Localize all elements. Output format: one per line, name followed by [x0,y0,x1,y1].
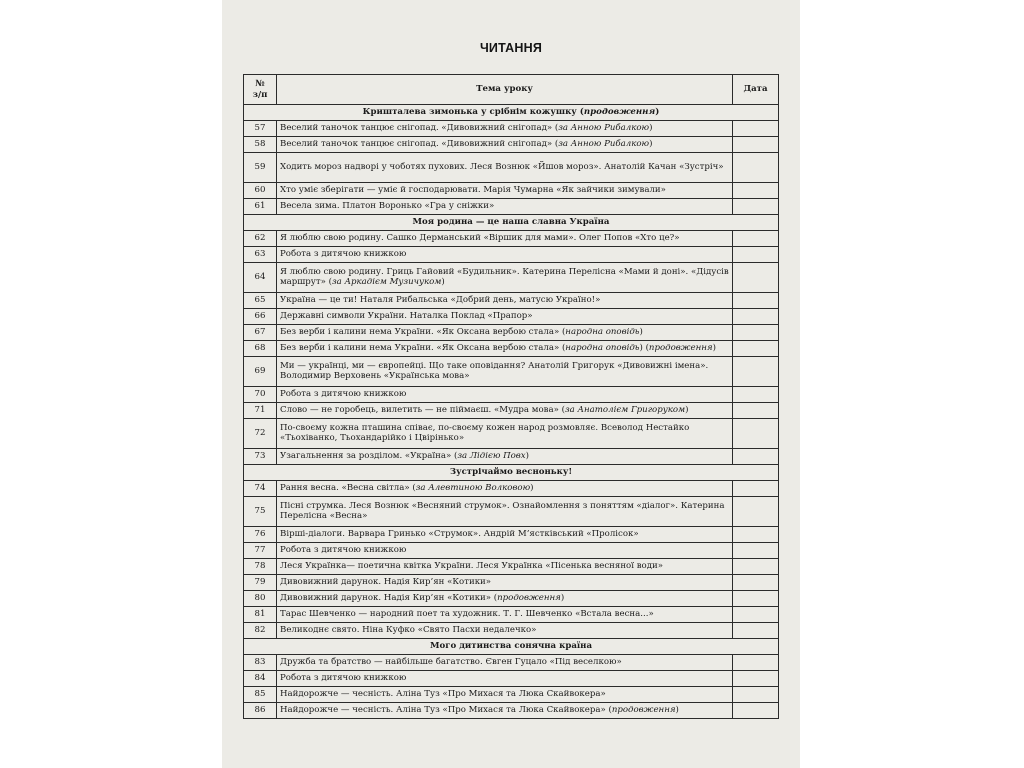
text-segment: Леся Українка— поетична квітка України. Леся Українка «Пісенька весняної води» [280,560,663,571]
text-segment: Вірші-діалоги. Варвара Гринько «Струмок». Андрій М’ястківський «Пролісок» [280,528,639,539]
text-segment: ) [649,122,653,133]
lesson-topic [277,137,733,153]
table-row [244,687,779,703]
italic-text: народна оповідь [565,342,640,353]
table-row [244,325,779,341]
table-row [244,263,779,293]
table-row [244,497,779,527]
lesson-date [733,403,779,419]
lesson-date [733,527,779,543]
lesson-number: 68 [244,341,277,357]
lesson-topic [277,527,733,543]
text-segment: ) [639,326,643,337]
italic-text: за Анатолієм Григоруком [564,404,686,415]
text-segment: ) [655,106,660,117]
lesson-topic [277,607,733,623]
lesson-topic [277,387,733,403]
lesson-topic [277,703,733,719]
lesson-number: 86 [244,703,277,719]
lesson-date [733,263,779,293]
lesson-number: 63 [244,247,277,263]
lesson-date [733,247,779,263]
section-row [244,215,779,231]
lesson-topic [277,247,733,263]
text-segment: ) [712,342,716,353]
text-segment: Робота з дитячою книжкою [280,388,407,399]
text-segment: Ходить мороз надворі у чоботях пухових. Леся Вознюк «Йшов мороз». Анатолій Качан «Зустріч» [280,161,724,172]
table-row [244,387,779,403]
lesson-number: 64 [244,263,277,293]
text-segment: ) [649,138,653,149]
text-segment: ) [685,404,689,415]
text-segment: Кришталева зимонька у срібнім кожушку ( [362,106,584,117]
section-row [244,465,779,481]
text-segment: Дружба та братство — найбільше багатство. Євген Гуцало «Під веселкою» [280,656,622,667]
table-row [244,121,779,137]
section-heading [244,465,779,481]
table-row [244,655,779,671]
section-row [244,639,779,655]
lesson-number: 66 [244,309,277,325]
lesson-number: 69 [244,357,277,387]
header-date: Дата [733,75,779,105]
lesson-date [733,121,779,137]
lesson-topic [277,687,733,703]
lesson-date [733,199,779,215]
lesson-date [733,655,779,671]
lesson-number: 85 [244,687,277,703]
lesson-number: 83 [244,655,277,671]
text-segment: Найдорожче — чесність. Аліна Туз «Про Михася та Люка Скайвокера» [280,688,606,699]
lesson-number: 71 [244,403,277,419]
text-segment: Я люблю свою родину. Сашко Дерманський «Віршик для мами». Олег Попов «Хто це?» [280,232,680,243]
table-row [244,293,779,309]
lesson-date [733,543,779,559]
lesson-date [733,419,779,449]
lesson-date [733,687,779,703]
italic-text: за Анною Рибалкою [558,138,650,149]
page-title: ЧИТАННЯ [479,41,543,55]
lesson-number: 72 [244,419,277,449]
text-segment: Зустрічаймо весноньку! [449,466,573,477]
text-segment: Мого дитинства сонячна країна [429,640,593,651]
lesson-topic [277,309,733,325]
lesson-topic [277,481,733,497]
text-segment: Веселий таночок танцює снігопад. «Дивовижний снігопад» ( [280,138,559,149]
header-topic: Тема уроку [277,75,733,105]
lesson-number: 67 [244,325,277,341]
lesson-number: 77 [244,543,277,559]
lesson-topic [277,325,733,341]
lesson-date [733,387,779,403]
lesson-topic [277,497,733,527]
table-row [244,357,779,387]
lesson-date [733,449,779,465]
lesson-number: 59 [244,153,277,183]
lesson-topic [277,449,733,465]
lesson-number: 65 [244,293,277,309]
table-row [244,591,779,607]
text-segment: Найдорожче — чесність. Аліна Туз «Про Михася та Люка Скайвокера» ( [280,704,612,715]
italic-text: за Анною Рибалкою [558,122,650,133]
italic-text: продовження [583,106,656,117]
text-segment: Україна — це ти! Наталя Рибальська «Добрий день, матусю Україно!» [280,294,601,305]
lesson-topic [277,263,733,293]
header-number-text: № з/п [252,79,268,100]
text-segment: Робота з дитячою книжкою [280,248,407,259]
table-header-row [244,75,779,105]
lesson-number: 81 [244,607,277,623]
lesson-date [733,497,779,527]
lesson-topic [277,231,733,247]
text-segment: ) [675,704,679,715]
lesson-date [733,231,779,247]
text-segment: Веселий таночок танцює снігопад. «Дивовижний снігопад» ( [280,122,559,133]
lesson-topic [277,357,733,387]
lesson-date [733,183,779,199]
lesson-date [733,481,779,497]
italic-text: за Лідією Повх [457,450,526,461]
text-segment: Без верби і калини нема України. «Як Оксана вербою стала» ( [280,326,566,337]
text-segment: Тарас Шевченко — народний поет та художник. Т. Г. Шевченко «Встала весна...» [280,608,654,619]
lesson-date [733,623,779,639]
text-segment: Дивовижний дарунок. Надія Кир’ян «Котики» [280,576,492,587]
lesson-number: 57 [244,121,277,137]
italic-text: за Алевтиною Волковою [415,482,531,493]
lesson-topic [277,153,733,183]
lesson-topic [277,559,733,575]
lesson-number: 75 [244,497,277,527]
text-segment: ) [530,482,534,493]
table-row [244,623,779,639]
lesson-number: 82 [244,623,277,639]
lesson-date [733,357,779,387]
lesson-date [733,671,779,687]
text-segment: Узагальнення за розділом. «Україна» ( [280,450,458,461]
lesson-date [733,153,779,183]
text-segment: Я люблю свою родину. Гриць Гайовий «Будильник». Катерина Перелісна «Мами й доні». «Дідусів маршрут» ( [280,266,729,287]
lesson-topic [277,543,733,559]
text-segment: ) [441,276,445,287]
lesson-number: 74 [244,481,277,497]
lesson-date [733,325,779,341]
italic-text: продовження [497,592,561,603]
table-row [244,575,779,591]
text-segment: Ми — українці, ми — європейці. Що таке оповідання? Анатолій Григорук «Дивовижні імена». Володимир Верховень «Українська мова» [280,360,709,381]
table-row [244,153,779,183]
lesson-date [733,703,779,719]
lesson-number: 73 [244,449,277,465]
text-segment: Державні символи України. Наталка Поклад «Прапор» [280,310,533,321]
table-row [244,309,779,325]
table-row [244,703,779,719]
lesson-topic [277,671,733,687]
italic-text: продовження [648,342,713,353]
table-row [244,183,779,199]
table-row [244,527,779,543]
lesson-number: 60 [244,183,277,199]
lesson-number: 80 [244,591,277,607]
lesson-date [733,293,779,309]
lesson-number: 84 [244,671,277,687]
table-row [244,341,779,357]
lesson-number: 61 [244,199,277,215]
text-segment: По-своєму кожна пташина співає, по-своєму кожен народ розмовляє. Всеволод Нестайко «Тьохіванко, Тьохандарійко і Цвірінько» [280,422,690,443]
lesson-date [733,591,779,607]
lesson-topic [277,293,733,309]
table-row [244,607,779,623]
lesson-topic [277,575,733,591]
section-heading [244,639,779,655]
lesson-number: 79 [244,575,277,591]
lesson-topic [277,183,733,199]
lesson-date [733,309,779,325]
lesson-topic [277,403,733,419]
lesson-topic [277,121,733,137]
table-row [244,671,779,687]
lesson-topic [277,419,733,449]
table-body [244,105,779,719]
lesson-date [733,575,779,591]
text-segment: ) [560,592,565,603]
lesson-date [733,607,779,623]
table-row [244,199,779,215]
lesson-number: 58 [244,137,277,153]
lesson-date [733,137,779,153]
lesson-date [733,341,779,357]
text-segment: Пісні струмка. Леся Вознюк «Весняний струмок». Ознайомлення з поняттям «діалог». Катерина Перелісна «Весна» [280,500,725,521]
section-row [244,105,779,121]
header-number [244,75,277,105]
section-heading [244,105,779,121]
text-segment: Рання весна. «Весна світла» ( [280,482,416,493]
italic-text: продовження [611,704,676,715]
lesson-number: 76 [244,527,277,543]
text-segment: Робота з дитячою книжкою [280,544,407,555]
table-row [244,419,779,449]
text-segment: Моя родина — це наша славна Україна [412,216,610,227]
table-row [244,403,779,419]
lesson-topic [277,341,733,357]
lesson-topic [277,591,733,607]
text-segment: Великоднє свято. Ніна Куфко «Свято Пасхи недалечко» [280,624,537,635]
table-row [244,247,779,263]
table-row [244,231,779,247]
lesson-topic [277,199,733,215]
text-segment: Весела зима. Платон Воронько «Гра у сніжки» [280,200,495,211]
lesson-topic [277,623,733,639]
lesson-number: 78 [244,559,277,575]
text-segment: ) [525,450,529,461]
lesson-date [733,559,779,575]
lesson-number: 62 [244,231,277,247]
text-segment: Хто уміє зберігати — уміє й господарювати. Марія Чумарна «Як зайчики зимували» [280,184,666,195]
table-row [244,449,779,465]
text-segment: Робота з дитячою книжкою [280,672,407,683]
text-segment: ) ( [639,342,649,353]
table-row [244,559,779,575]
lesson-number: 70 [244,387,277,403]
table-row [244,137,779,153]
text-segment: Без верби і калини нема України. «Як Оксана вербою стала» ( [280,342,566,353]
section-heading [244,215,779,231]
table-row [244,543,779,559]
text-segment: Дивовижний дарунок. Надія Кир’ян «Котики» ( [280,592,498,603]
italic-text: за Аркадієм Музичуком [331,276,442,287]
table-row [244,481,779,497]
lesson-plan-table [243,74,779,719]
italic-text: народна оповідь [565,326,640,337]
lesson-topic [277,655,733,671]
text-segment: Слово — не горобець, вилетить — не піймаєш. «Мудра мова» ( [280,404,565,415]
